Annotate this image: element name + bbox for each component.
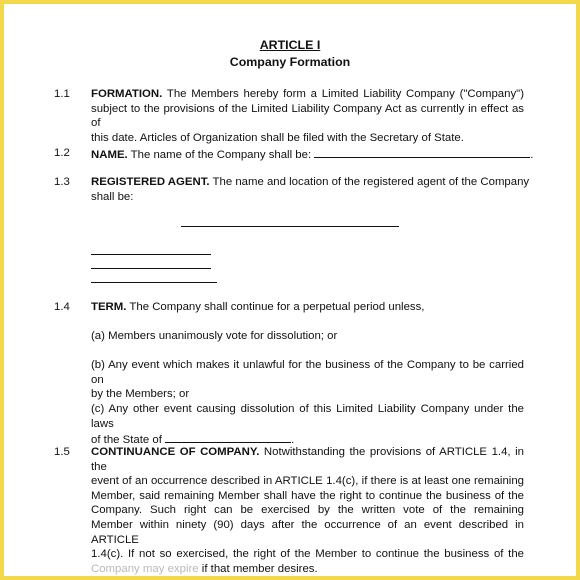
section-line: Company may expire if that member desires. [91,562,318,575]
section-line: (c) Any other event causing dissolution of this Limited Liability Company under the laws [91,403,524,430]
section-line: subject to the provisions of the Limited Liability Company Act as currently in effect as of [91,102,524,130]
section-heading: FORMATION. [91,88,163,100]
section-line: CONTINUANCE OF COMPANY. Notwithstanding the provisions of ARTICLE 1.4, in the [91,446,524,473]
section-line: TERM. The Company shall continue for a perpetual period unless, [91,301,425,313]
section-heading: NAME. [91,149,128,161]
section-line: event of an occurrence described in ARTICLE 1.4(c), if there is at least one remaining [91,475,524,488]
agent-address-line-3 [91,282,217,283]
section-line: REGISTERED AGENT. The name and location of the registered agent of the Company [91,176,530,188]
agent-name-blank [181,226,399,227]
article-heading: ARTICLE I [259,38,321,52]
section-line: this date. Articles of Organization shall be filed with the Secretary of State. [91,131,464,144]
faded-text: Company may expire [91,562,199,575]
section-line: Member within ninety (90) days after the occurrence of an event described in ARTICLE [91,518,524,546]
section-line: shall be: [91,190,134,203]
section-number: 1.3 [54,176,70,188]
section-line: 1.4(c). If not so exercised, the right of the Member to continue the business of the [91,548,524,561]
agent-address-line-1 [91,254,211,255]
section-number: 1.5 [54,446,70,458]
section-body [91,175,530,204]
section-line: NAME. The name of the Company shall be: . [91,146,524,163]
section-body [91,445,524,576]
section-line: Member, said remaining Member shall have the right to continue the business of the [91,489,524,502]
section-line: Company. Such right can be exercised by the written vote of the remaining [91,504,524,517]
section-line: by the Members; or [91,388,190,401]
section-line: FORMATION. The Members hereby form a Limited Liability Company ("Company") [91,88,524,100]
section-line: of the State of . [91,431,524,448]
agent-address-line-2 [91,268,211,269]
section-heading: REGISTERED AGENT. [91,176,210,188]
company-name-blank [314,146,530,158]
section-line: (a) Members unanimously vote for dissolution; or [91,330,338,342]
document-page [4,4,576,576]
section-number: 1.1 [54,88,70,100]
section-heading: TERM. [91,301,127,313]
section-heading: CONTINUANCE OF COMPANY. [91,446,260,458]
section-number: 1.4 [54,301,70,313]
section-number: 1.2 [54,147,70,159]
article-subheading: Company Formation [229,55,351,69]
section-body [91,146,534,163]
section-line: (b) Any event which makes it unlawful for the business of the Company to be carried on [91,359,524,386]
section-body [91,87,524,145]
state-blank [165,431,291,443]
section-body [91,300,524,315]
